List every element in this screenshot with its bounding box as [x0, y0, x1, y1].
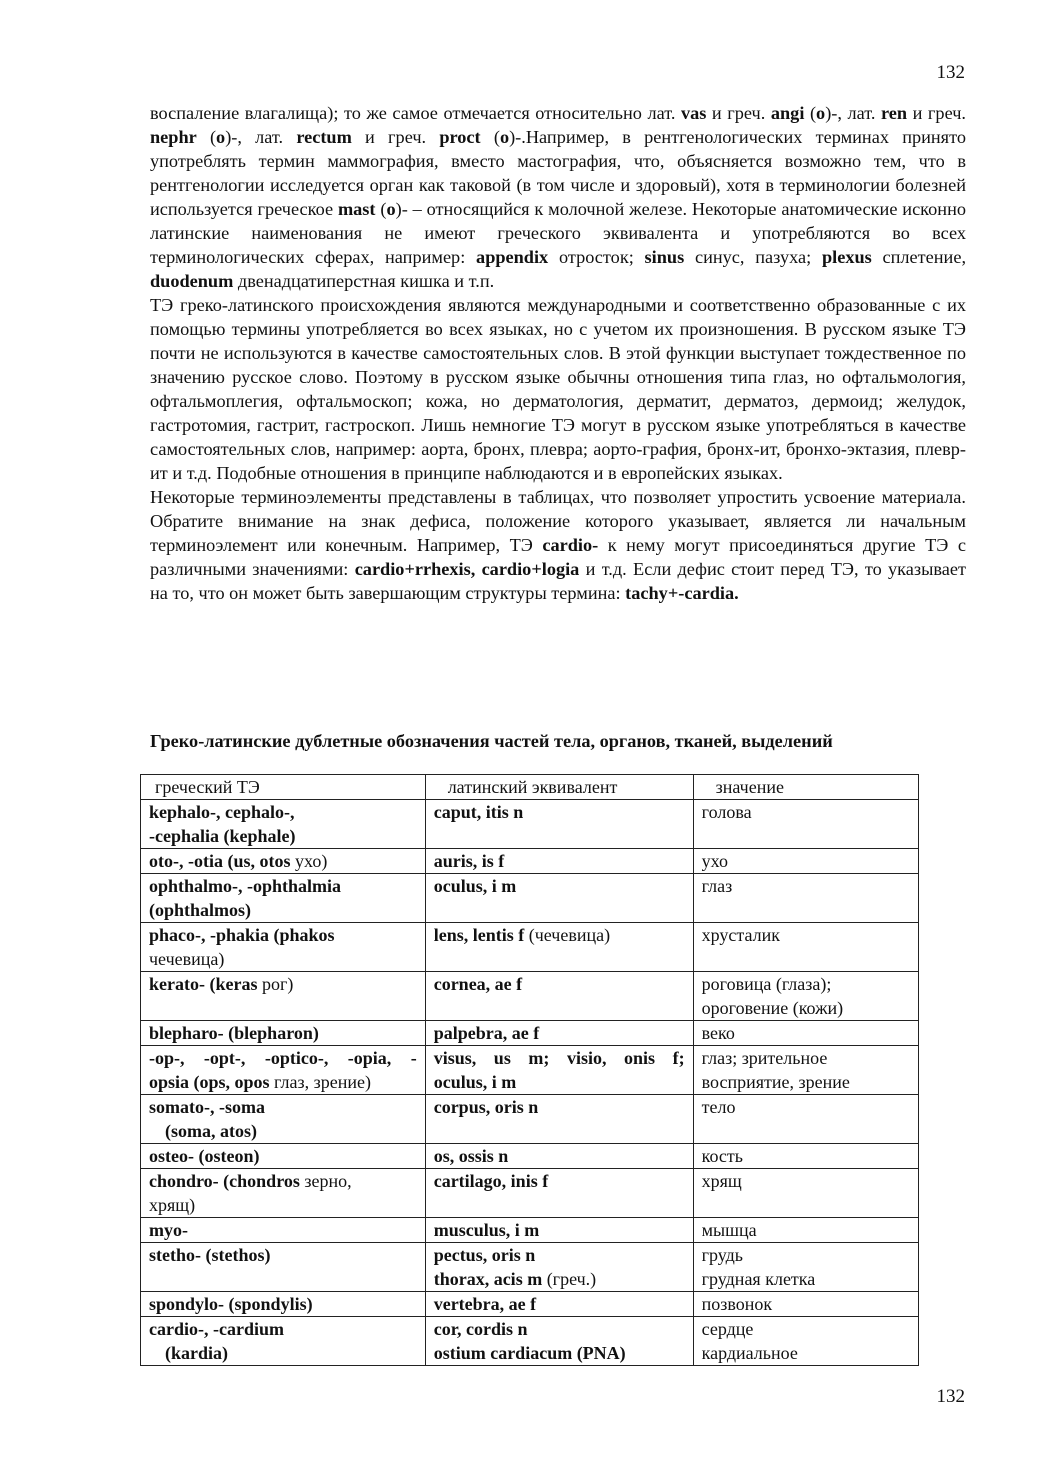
latin-equivalent-cell — [425, 1292, 693, 1317]
table-row — [141, 849, 919, 874]
text-run: ( — [375, 199, 387, 219]
bold-term: mast — [337, 199, 376, 219]
table-row — [141, 1021, 919, 1046]
meaning-cell — [693, 923, 918, 972]
text-run: кардиальное — [701, 1343, 798, 1363]
text-run: хрусталик — [701, 925, 780, 945]
latin-equivalent-cell — [425, 849, 693, 874]
latin-equivalent-cell — [425, 972, 693, 1021]
cell-line — [149, 874, 417, 898]
table-row — [141, 1046, 919, 1095]
text-run: (чечевица) — [524, 925, 611, 945]
meaning-cell — [693, 800, 918, 849]
cell-line — [434, 1144, 685, 1168]
bold-term: vas — [680, 103, 707, 123]
meaning-cell — [693, 1144, 918, 1169]
bold-term: myo- — [149, 1220, 188, 1240]
cell-line — [149, 1144, 417, 1168]
meaning-cell — [693, 1169, 918, 1218]
bold-term: cardio-, -cardium — [149, 1319, 284, 1339]
bold-term: lens, lentis f — [433, 925, 525, 945]
text-run: сплетение, — [871, 247, 967, 267]
greek-term-cell — [141, 1292, 426, 1317]
bold-term: ostium cardiacum (PNA) — [433, 1343, 626, 1363]
bold-term: pectus, oris n — [433, 1245, 536, 1265]
text-run: рог) — [257, 974, 294, 994]
table-row — [141, 1169, 919, 1218]
text-run: роговица (глаза); — [701, 974, 832, 994]
text-run: кость — [701, 1146, 743, 1166]
cell-line — [149, 849, 417, 873]
bold-term: corpus, oris n — [433, 1097, 539, 1117]
greek-term-cell — [141, 849, 426, 874]
paragraph — [150, 293, 966, 485]
greek-term-cell — [141, 923, 426, 972]
cell-line — [149, 1193, 417, 1217]
cell-line — [702, 1218, 910, 1242]
bold-term: oculus, i m — [433, 876, 517, 896]
bold-term: stetho- (stethos) — [149, 1245, 271, 1265]
text-run: глаз, зрение) — [269, 1072, 371, 1092]
text-run: и т.д. Если дефис стоит перед ТЭ, то указывает на то, что он может быть завершающим структуры термина: — [150, 559, 966, 603]
latin-equivalent-cell — [425, 1243, 693, 1292]
table-row — [141, 1218, 919, 1243]
bold-term: auris, is f — [433, 851, 505, 871]
greek-term-cell — [141, 1021, 426, 1046]
cell-line — [702, 1070, 910, 1094]
meaning-cell — [693, 874, 918, 923]
greek-term-cell — [141, 972, 426, 1021]
bold-term: angi — [770, 103, 805, 123]
cell-line — [149, 1046, 417, 1070]
table-row — [141, 1144, 919, 1169]
paragraph — [150, 101, 966, 293]
latin-equivalent-cell — [425, 1021, 693, 1046]
cell-line — [149, 923, 417, 947]
cell-line — [434, 1169, 685, 1193]
bold-term: nephr — [150, 127, 197, 147]
bold-term: oculus, i m — [433, 1072, 517, 1092]
cell-line — [702, 1046, 910, 1070]
bold-term: tachy+-cardia. — [625, 583, 739, 603]
cell-line — [434, 800, 685, 824]
text-run: синус, пазуха; — [684, 247, 822, 267]
text-run: )-, лат. — [825, 103, 881, 123]
paragraph — [150, 485, 966, 605]
bold-term: cor, cordis n — [433, 1319, 528, 1339]
text-run: Некоторые терминоэлементы представлены в таблицах, что позволяет упростить усвоение материала. Обратите внимание на знак дефиса, положение которого указывает, является ли начальным терминоэлемент или конечным. Например, ТЭ — [150, 487, 966, 555]
text-run: восприятие, зрение — [701, 1072, 850, 1092]
bold-term: sinus — [644, 247, 685, 267]
greek-term-cell — [141, 1095, 426, 1144]
cell-line — [702, 874, 910, 898]
body-text — [150, 101, 966, 605]
table-row — [141, 1095, 919, 1144]
text-run: )-.Например, в рентгенологических терминах принято употреблять термин маммография, вместо мастография, что, объясняется возможно тем, что в рентгенологии исследуется орган как таковой (в том числе и здоровый), хотя в терминологии болезней используется греческое — [150, 127, 966, 219]
text-run: ( — [804, 103, 817, 123]
latin-equivalent-cell — [425, 874, 693, 923]
cell-line — [702, 1144, 910, 1168]
page-number-bottom: 132 — [936, 1386, 965, 1407]
meaning-cell — [693, 1317, 918, 1366]
bold-term: (kardia) — [165, 1343, 228, 1363]
text-run: и греч. — [706, 103, 771, 123]
bold-term: opsia (ops, opos — [149, 1072, 270, 1092]
text-run: к нему могут присоединяться другие ТЭ с различными значениями: — [150, 535, 966, 579]
cell-line — [702, 1317, 910, 1341]
bold-term: -cephalia (kephale) — [149, 826, 296, 846]
terms-table — [140, 774, 919, 1366]
latin-equivalent-cell — [425, 923, 693, 972]
text-run: веко — [701, 1023, 735, 1043]
text-run: глаз — [701, 876, 733, 896]
cell-line — [149, 1021, 417, 1045]
cell-line — [149, 898, 417, 922]
cell-line — [702, 1341, 910, 1365]
cell-line — [702, 1095, 910, 1119]
meaning-cell — [693, 1292, 918, 1317]
bold-term: proct — [439, 127, 481, 147]
text-run: грудь — [701, 1245, 744, 1265]
bold-term: o — [816, 103, 826, 123]
cell-line — [434, 972, 685, 996]
latin-equivalent-cell — [425, 1169, 693, 1218]
cell-line — [702, 849, 910, 873]
bold-term: thorax, acis m — [433, 1269, 543, 1289]
bold-term: rectum — [296, 127, 352, 147]
bold-term: musculus, i m — [433, 1220, 540, 1240]
meaning-cell — [693, 1218, 918, 1243]
bold-term: cartilago, inis f — [433, 1171, 549, 1191]
bold-term: somato-, -soma — [149, 1097, 265, 1117]
table-row — [141, 1292, 919, 1317]
bold-term: visus, us m; visio, onis f; — [433, 1048, 685, 1068]
cell-line — [702, 1243, 910, 1267]
meaning-cell — [693, 1021, 918, 1046]
latin-equivalent-cell — [425, 1095, 693, 1144]
table-row — [141, 972, 919, 1021]
text-run: грудная клетка — [701, 1269, 816, 1289]
cell-line — [434, 1046, 685, 1070]
table-row — [141, 1317, 919, 1366]
cell-line — [149, 947, 417, 971]
cell-line — [149, 1292, 417, 1316]
cell-line — [149, 1169, 417, 1193]
page-number-top: 132 — [936, 62, 965, 83]
meaning-cell — [693, 1046, 918, 1095]
bold-term: o — [216, 127, 226, 147]
cell-line — [149, 824, 417, 848]
cell-line — [702, 800, 910, 824]
meaning-cell — [693, 849, 918, 874]
cell-line — [434, 1267, 685, 1291]
bold-term: phaco-, -phakia (phakos — [149, 925, 335, 945]
bold-term: (soma, atos) — [165, 1121, 257, 1141]
bold-term: (ophthalmos) — [149, 900, 252, 920]
greek-term-cell — [141, 874, 426, 923]
cell-line — [702, 1169, 910, 1193]
bold-term: os, ossis n — [433, 1146, 509, 1166]
text-run: воспаление влагалища); то же самое отмечается относительно лат. — [150, 103, 681, 123]
bold-term: appendix — [476, 247, 549, 267]
cell-line — [702, 1292, 910, 1316]
cell-line — [434, 874, 685, 898]
bold-term: vertebra, ae f — [433, 1294, 537, 1314]
latin-equivalent-cell — [425, 1144, 693, 1169]
text-run: чечевица) — [149, 949, 225, 969]
text-run: и греч. — [351, 127, 440, 147]
cell-line — [149, 972, 417, 996]
bold-term: chondro- (chondros — [149, 1171, 300, 1191]
latin-equivalent-cell — [425, 800, 693, 849]
text-run: хрящ — [701, 1171, 742, 1191]
cell-line — [434, 1341, 685, 1365]
table-row — [141, 874, 919, 923]
bold-term: duodenum — [150, 271, 234, 291]
cell-line — [434, 923, 685, 947]
text-run: хрящ) — [149, 1195, 196, 1215]
cell-line — [434, 1070, 685, 1094]
table-header-row — [141, 775, 919, 800]
latin-equivalent-cell — [425, 1046, 693, 1095]
text-run: ТЭ греко-латинского происхождения являются международными и соответственно образованные с их помощью термины употребляется во всех языках, но с учетом их произношения. В русском языке ТЭ почти не используются в качестве самостоятельных слов. В этой функции выступает тождественное по значению русское слово. Поэтому в русском языке обычны отношения типа глаз, но офтальмология, офтальмоплегия, офтальмоскоп; кожа, но дерматология, дерматит, дерматоз, дермоид; желудок, гастротомия, гастрит, гастроскоп. Лишь немногие ТЭ могут в русском языке употребляться в качестве самостоятельных слов, например: аорта, бронх, плевра; аорто-графия, бронх-ит, бронхо-эктазия, плевр-ит и т.д. Подобные отношения в принципе наблюдаются и в европейских языках. — [150, 295, 966, 483]
cell-line — [149, 1070, 417, 1094]
bold-term: cornea, ae f — [433, 974, 523, 994]
bold-term: palpebra, ae f — [433, 1023, 540, 1043]
cell-line — [149, 1341, 417, 1365]
bold-term: cardio+rrhexis, cardio+logia — [354, 559, 580, 579]
bold-term: o — [386, 199, 396, 219]
cell-line — [149, 1218, 417, 1242]
cell-line — [149, 800, 417, 824]
table-row — [141, 923, 919, 972]
header-latin: латинский эквивалент — [425, 775, 693, 800]
meaning-cell — [693, 1243, 918, 1292]
text-run: ухо) — [290, 851, 328, 871]
meaning-cell — [693, 972, 918, 1021]
cell-line — [434, 1292, 685, 1316]
cell-line — [149, 1317, 417, 1341]
text-run: глаз; зрительное — [701, 1048, 828, 1068]
greek-term-cell — [141, 1144, 426, 1169]
bold-term: oto-, -otia (us, otos — [149, 851, 291, 871]
text-run: ( — [480, 127, 500, 147]
bold-term: kephalo-, cephalo-, — [149, 802, 295, 822]
latin-equivalent-cell — [425, 1317, 693, 1366]
text-run: ( — [196, 127, 217, 147]
greek-term-cell — [141, 1218, 426, 1243]
greek-term-cell — [141, 800, 426, 849]
text-run: тело — [701, 1097, 736, 1117]
cell-line — [702, 923, 910, 947]
greek-term-cell — [141, 1169, 426, 1218]
text-run: мышца — [701, 1220, 757, 1240]
cell-line — [702, 1021, 910, 1045]
table-row — [141, 800, 919, 849]
greek-term-cell — [141, 1243, 426, 1292]
cell-line — [149, 1095, 417, 1119]
meaning-cell — [693, 1095, 918, 1144]
bold-term: plexus — [821, 247, 872, 267]
cell-line — [702, 972, 910, 996]
greek-term-cell — [141, 1317, 426, 1366]
table-row — [141, 1243, 919, 1292]
text-run: зерно, — [299, 1171, 352, 1191]
bold-term: ophthalmo-, -ophthalmia — [149, 876, 342, 896]
header-meaning: значение — [693, 775, 918, 800]
section-title: Греко-латинские дублетные обозначения частей тела, органов, тканей, выделений — [150, 731, 833, 751]
text-run: (греч.) — [542, 1269, 597, 1289]
bold-term: blepharo- (blepharon) — [149, 1023, 319, 1043]
bold-term: ren — [880, 103, 908, 123]
text-run: голова — [701, 802, 752, 822]
text-run: двенадцатиперстная кишка и т.п. — [233, 271, 495, 291]
text-run: и греч. — [907, 103, 966, 123]
cell-line — [149, 1119, 417, 1143]
cell-line — [434, 849, 685, 873]
cell-line — [434, 1021, 685, 1045]
bold-term: osteo- (osteon) — [149, 1146, 260, 1166]
cell-line — [434, 1317, 685, 1341]
cell-line — [434, 1095, 685, 1119]
text-run: ороговение (кожи) — [701, 998, 844, 1018]
text-run: отросток; — [548, 247, 645, 267]
header-greek: греческий ТЭ — [141, 775, 426, 800]
cell-line — [434, 1243, 685, 1267]
cell-line — [702, 996, 910, 1020]
bold-term: spondylo- (spondylis) — [149, 1294, 313, 1314]
text-run: сердце — [701, 1319, 754, 1339]
cell-line — [702, 1267, 910, 1291]
bold-term: cardio- — [542, 535, 599, 555]
text-run: позвонок — [701, 1294, 773, 1314]
cell-line — [434, 1218, 685, 1242]
text-run: )-, лат. — [225, 127, 297, 147]
greek-term-cell — [141, 1046, 426, 1095]
bold-term: o — [499, 127, 510, 147]
latin-equivalent-cell — [425, 1218, 693, 1243]
bold-term: kerato- (keras — [149, 974, 258, 994]
cell-line — [149, 1243, 417, 1267]
bold-term: caput, itis n — [433, 802, 524, 822]
text-run: )- – относящийся к молочной железе. Некоторые анатомические исконно латинские наименования не имеют греческого эквивалента и употребляются во всех терминологических сферах, например: — [150, 199, 966, 267]
bold-term: -op-, -opt-, -optico-, -opia, - — [149, 1048, 417, 1068]
text-run: ухо — [701, 851, 728, 871]
